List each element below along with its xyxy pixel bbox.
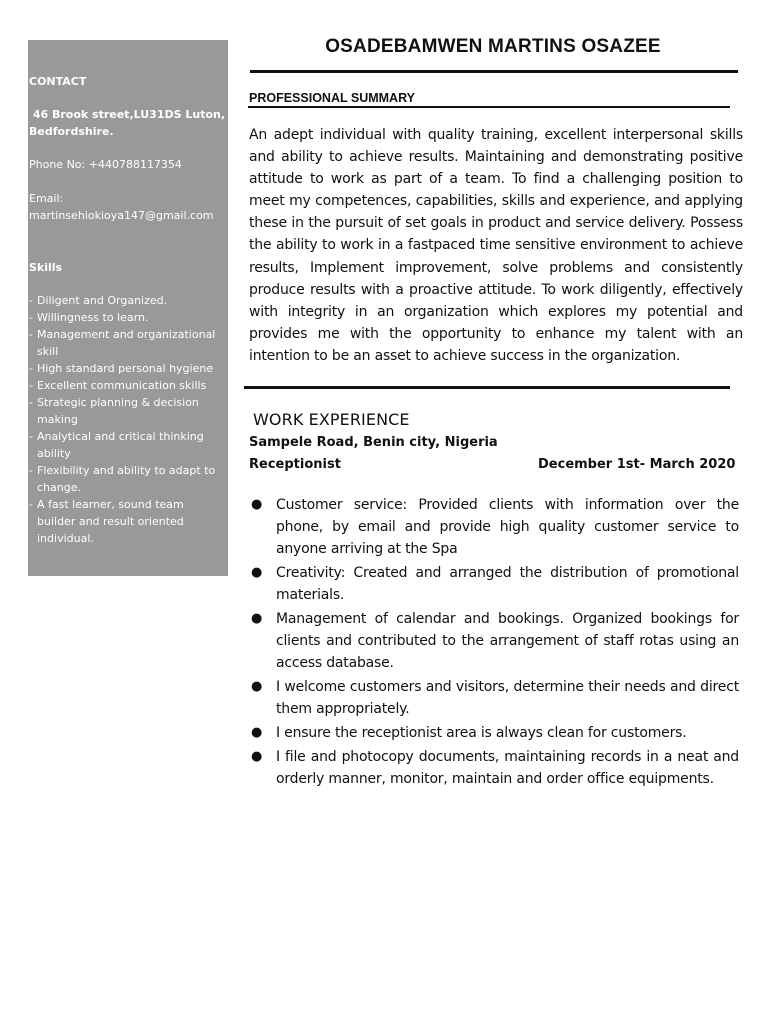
dash-bullet: - [29,396,33,409]
skill-item [29,326,224,360]
duty-text: Creativity: Created and arranged the distribution of promotional materials. [276,565,739,604]
summary-text: An adept individual with quality training, excellent interpersonal skills and ability to achieve results. Maintaining and demonstrating positive attitude to work as part of a team. To find a challenging position to meet my competences, capabilities, skills and experience, and applying these in the pursuit of set goals in product and service delivery. Possess the ability to work in a fastpaced time sensitive environment to achieve results, Implement improvement, solve problems and consistently produce results with a proactive attitude. To work diligently, effectively with integrity in an organization which explores my potential and provides me with the opportunity to enhance my talent with an intention to be an asset to achieve success in the organization. [249,127,743,364]
dash-bullet: - [29,498,33,511]
email-label: Email: [29,192,64,205]
skill-text: Analytical and critical thinking ability [37,430,204,460]
summary-bottom-divider [244,386,730,389]
contact-sidebar [28,40,228,576]
address-line-1: 46 Brook street,LU31DS Luton, [29,108,226,121]
duty-item [249,722,739,744]
job-location: Sampele Road, Benin city, Nigeria [249,435,498,450]
skill-text: Management and organizational skill [37,328,216,358]
summary-divider [248,106,730,108]
job-dates: December 1st- March 2020 [538,457,736,472]
bullet-icon: ● [251,497,263,512]
duty-item [249,562,739,606]
dash-bullet: - [29,379,33,392]
duty-text: Management of calendar and bookings. Organized bookings for clients and contributed to the arrangement of staff rotas using an access database. [276,611,739,672]
dash-bullet: - [29,311,33,324]
dash-bullet: - [29,430,33,443]
email-address: martinsehiokioya147@gmail.com [29,209,214,222]
skill-item [29,428,224,462]
skill-text: Flexibility and ability to adapt to change. [37,464,216,494]
skill-item [29,394,224,428]
duties-list [249,494,739,792]
name-divider [250,70,738,73]
phone-number: Phone No: +440788117354 [29,158,182,171]
bullet-icon: ● [251,749,263,765]
skills-heading: Skills [29,261,63,274]
skill-item [29,360,224,377]
bullet-icon: ● [251,679,263,695]
duty-item [249,676,739,720]
dash-bullet: - [29,294,33,307]
duty-text: I ensure the receptionist area is always clean for customers. [276,725,687,742]
dash-bullet: - [29,464,33,477]
skill-text: High standard personal hygiene [37,362,214,375]
skill-text: A fast learner, sound team builder and result oriented individual. [37,498,184,545]
skill-text: Strategic planning & decision making [37,396,199,426]
bullet-icon: ● [251,725,263,741]
bullet-icon: ● [251,565,263,581]
skill-item [29,309,224,326]
skill-item [29,377,224,394]
skill-text: Excellent communication skills [37,379,207,392]
address [29,106,224,140]
skill-text: Diligent and Organized. [37,294,168,307]
skill-item [29,292,224,309]
duty-item [249,746,739,790]
summary-title: PROFESSIONAL SUMMARY [249,91,415,105]
duty-item [249,608,739,674]
job-role: Receptionist [249,457,341,472]
skill-item [29,496,224,547]
skills-list [29,292,224,547]
duty-text: Customer service: Provided clients with information over the phone, by email and provide high quality customer service to anyone arriving at the Spa [276,497,739,558]
duty-text: I welcome customers and visitors, determine their needs and direct them appropriately. [276,679,739,718]
skill-item [29,462,224,496]
dash-bullet: - [29,362,33,375]
bullet-icon: ● [251,611,263,627]
duty-item [249,494,739,560]
contact-heading: CONTACT [29,75,87,88]
work-experience-title: WORK EXPERIENCE [253,410,410,429]
duty-text: I file and photocopy documents, maintaining records in a neat and orderly manner, monitor, maintain and order office equipments. [276,749,739,788]
address-line-2: Bedfordshire. [29,125,114,138]
candidate-name: OSADEBAMWEN MARTINS OSAZEE [325,36,661,57]
dash-bullet: - [29,328,33,341]
skill-text: Willingness to learn. [37,311,149,324]
